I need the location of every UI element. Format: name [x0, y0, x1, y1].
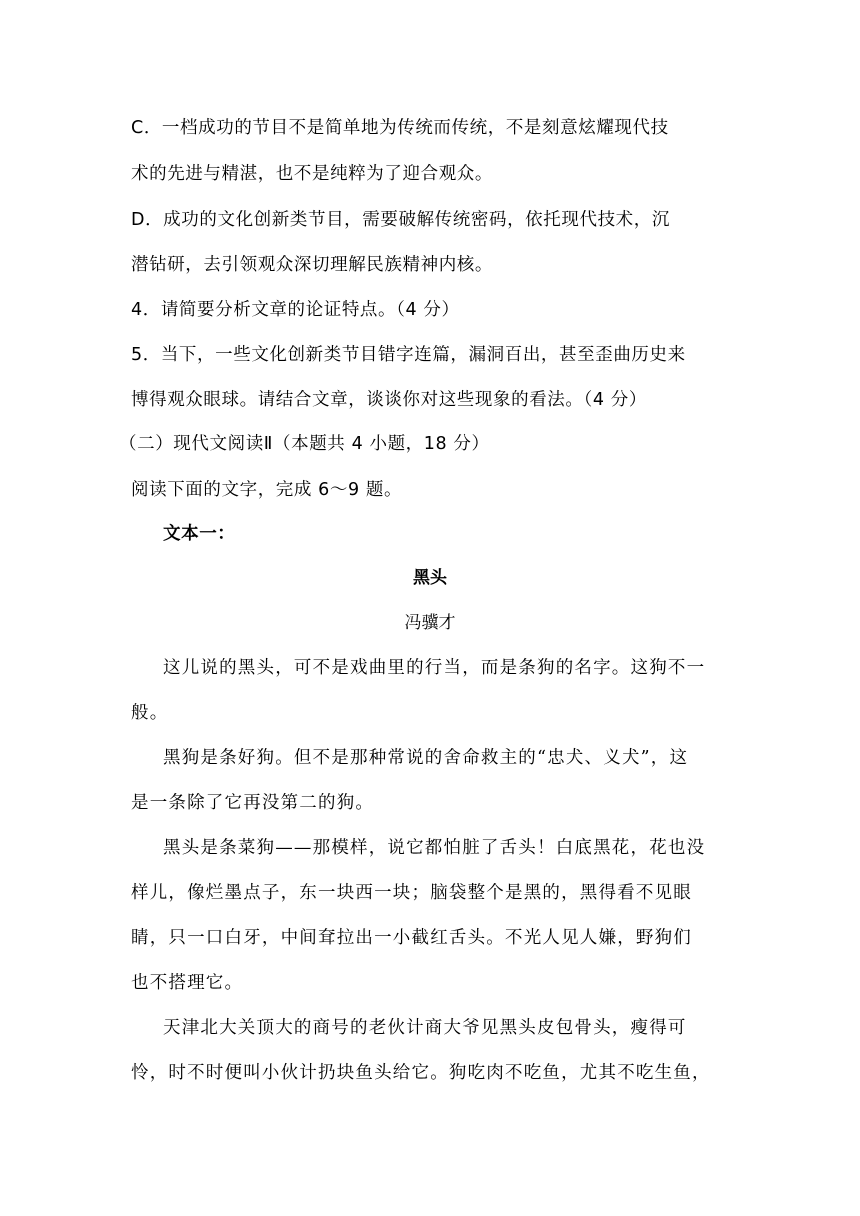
option-c-line-1: C．一档成功的节目不是简单地为传统而传统，不是刻意炫耀现代技 [131, 118, 669, 138]
paragraph-3-line-1: 黑头是条菜狗——那模样，说它都怕脏了舌头！白底黑花，花也没 [163, 838, 706, 858]
question-5-line-1: 5．当下，一些文化创新类节目错字连篇，漏洞百出，甚至歪曲历史来 [131, 345, 686, 365]
paragraph-3-line-3: 睛，只一口白牙，中间耷拉出一小截红舌头。不光人见人嫌，野狗们 [131, 928, 692, 948]
option-d-line-2: 潜钻研，去引领观众深切理解民族精神内核。 [131, 255, 493, 275]
paragraph-1-line-1: 这儿说的黑头，可不是戏曲里的行当，而是条狗的名字。这狗不一 [163, 658, 706, 678]
text-one-label: 文本一： [163, 524, 236, 544]
paragraph-1-line-2: 般。 [131, 703, 169, 723]
paragraph-2-line-1: 黑狗是条好狗。但不是那种常说的舍命救主的“忠犬、义犬”，这 [163, 748, 689, 768]
paragraph-4-line-1: 天津北大关顶大的商号的老伙计商大爷见黑头皮包骨头，瘦得可 [163, 1018, 687, 1038]
question-4: 4．请简要分析文章的论证特点。（4 分） [131, 300, 460, 320]
paragraph-3-line-4: 也不搭理它。 [131, 973, 244, 993]
story-author: 冯骥才 [404, 613, 456, 633]
paragraph-3-line-2: 样儿，像烂墨点子，东一块西一块；脑袋整个是黑的，黑得看不见眼 [131, 883, 692, 903]
story-title: 黑头 [413, 568, 447, 588]
section-instruction: 阅读下面的文字，完成 6～9 题。 [131, 480, 403, 500]
option-d-line-1: D．成功的文化创新类节目，需要破解传统密码，依托现代技术，沉 [131, 210, 670, 230]
question-5-line-2: 博得观众眼球。请结合文章，谈谈你对这些现象的看法。（4 分） [131, 390, 647, 410]
paragraph-2-line-2: 是一条除了它再没第二的狗。 [131, 793, 375, 813]
option-c-line-2: 术的先进与精湛，也不是纯粹为了迎合观众。 [131, 164, 493, 184]
section-heading: （二）现代文阅读Ⅱ（本题共 4 小题，18 分） [119, 434, 490, 454]
paragraph-4-line-2: 怜，时不时便叫小伙计扔块鱼头给它。狗吃肉不吃鱼，尤其不吃生鱼， [131, 1063, 711, 1083]
